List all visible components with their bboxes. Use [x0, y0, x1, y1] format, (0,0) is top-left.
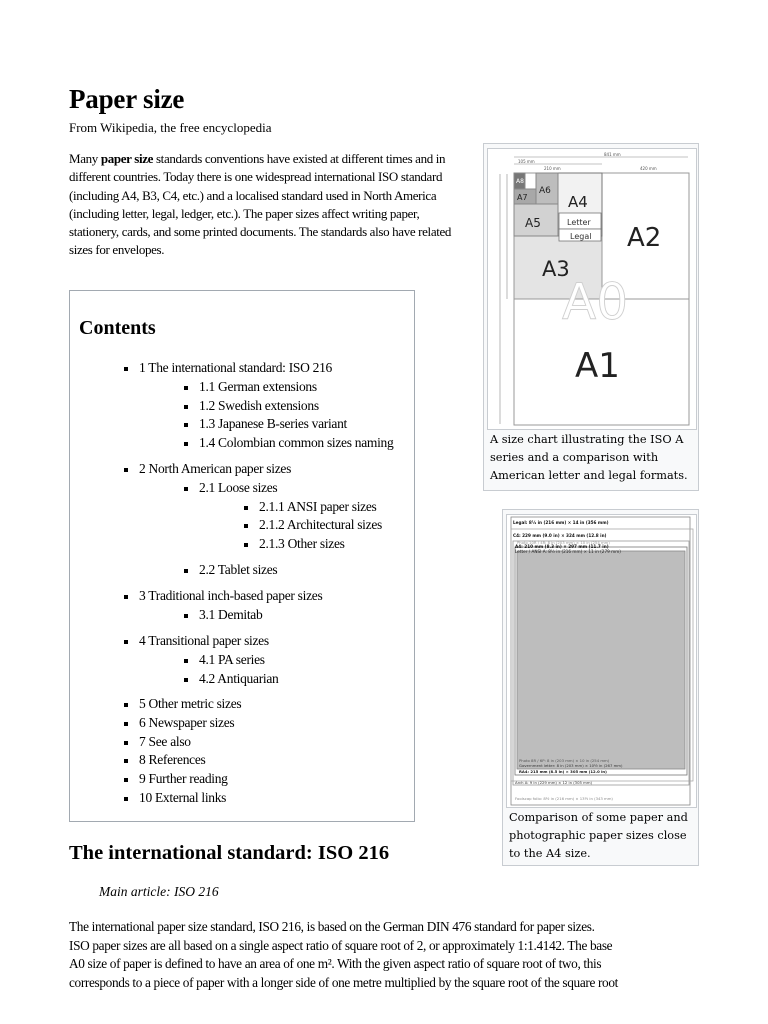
- paragraph-line: ISO paper sizes are all based on a single aspect ratio of square root of 2, or approximately 1:1.4142. The base: [69, 937, 613, 953]
- toc-item[interactable]: 2.1.1 ANSI paper sizes: [259, 499, 377, 514]
- intro-paragraph: [69, 150, 459, 260]
- section-heading: The international standard: ISO 216: [69, 842, 390, 864]
- paragraph-line: A0 size of paper is defined to have an area of one m². With the given aspect ratio of square root of two, this: [69, 956, 602, 971]
- toc-item[interactable]: 6 Newspaper sizes: [139, 715, 235, 730]
- size-label: Letter / ANSI A: 8½ in (216 mm) × 11 in (279 mm): [515, 549, 621, 554]
- toc-item[interactable]: 9 Further reading: [139, 771, 228, 786]
- section-body: [69, 918, 709, 992]
- figure-image-frame: [487, 148, 697, 430]
- intro-text-end: standards conventions have existed at different times and in different countries. Today there is one widespread international ISO standard (including A4, B3, C4, etc.) and a localised standard used in North America (including letter, legal, ledger, etc.). The paper sizes affect writing paper, stationery, cards, and some printed documents. The standards also have related sizes for envelopes.: [69, 151, 452, 258]
- figure-paper-comparison: [502, 509, 699, 866]
- toc-item[interactable]: 4.1 PA series: [199, 652, 265, 667]
- size-label: A4: 210 mm (8.3 in) × 297 mm (11.7 in): [515, 544, 609, 549]
- toc-item[interactable]: 10 External links: [139, 790, 227, 805]
- toc-item[interactable]: 1.4 Colombian common sizes naming: [199, 435, 394, 450]
- paper-comparison-chart[interactable]: [507, 515, 696, 807]
- toc-item[interactable]: 2.1 Loose sizes: [199, 480, 278, 495]
- toc-item[interactable]: 1 The international standard: ISO 216: [139, 360, 332, 375]
- figure-image-frame: [506, 514, 697, 808]
- letter-label: Letter: [567, 218, 591, 227]
- toc-item[interactable]: 2.2 Tablet sizes: [199, 562, 278, 577]
- size-label: Government letter: 8 in (203 mm) × 10½ in (267 mm): [519, 763, 623, 768]
- dim-label: 105 mm: [518, 159, 535, 164]
- size-label: Photo 10R / 4R: 8 in (203 mm) × 10 in (254 mm): [517, 540, 610, 545]
- figure-iso-a-sizes: [483, 143, 699, 491]
- toc-item[interactable]: 2.1.3 Other sizes: [259, 536, 345, 551]
- main-article-link[interactable]: ISO 216: [173, 884, 219, 899]
- a0-label: A0: [562, 273, 629, 331]
- intro-text-start: Many: [69, 151, 101, 166]
- a5-label: A5: [525, 216, 541, 230]
- dim-label: 210 mm: [544, 166, 561, 171]
- paragraph-line: The international paper size standard, ISO 216, is based on the German DIN 476 standard for paper sizes.: [69, 919, 595, 934]
- toc-heading: Contents: [79, 317, 156, 339]
- toc-item[interactable]: 2 North American paper sizes: [139, 461, 292, 476]
- toc-item[interactable]: 3.1 Demitab: [199, 607, 263, 622]
- paragraph-line: corresponds to a piece of paper with a longer side of one metre multiplied by the square root of the square root: [69, 974, 618, 990]
- section-paragraph: [69, 918, 709, 992]
- toc-item[interactable]: 1.3 Japanese B-series variant: [199, 416, 347, 431]
- main-article-prefix: Main article:: [99, 884, 174, 899]
- size-label: Arch A: 9 in (229 mm) × 12 in (305 mm): [515, 780, 593, 785]
- intro-bold-term: paper size: [100, 151, 154, 166]
- legal-label: Legal: [570, 232, 592, 241]
- a4-label: A4: [568, 193, 588, 211]
- main-article-note: [99, 884, 219, 900]
- toc-item[interactable]: 1.2 Swedish extensions: [199, 398, 319, 413]
- table-of-contents: [69, 290, 415, 822]
- toc-item[interactable]: 7 See also: [139, 734, 191, 749]
- toc-item[interactable]: 8 References: [139, 752, 206, 767]
- size-label: Foolscap folio: 8½ in (216 mm) × 13½ in (343 mm): [515, 796, 613, 801]
- toc-item[interactable]: 4 Transitional paper sizes: [139, 633, 269, 648]
- size-label: RA4: 215 mm (8.5 in) × 305 mm (12.0 in): [519, 769, 607, 774]
- dim-label: 420 mm: [640, 166, 657, 171]
- toc-item[interactable]: 4.2 Antiquarian: [199, 671, 279, 686]
- a8-label: A8: [516, 178, 524, 185]
- figure-caption: A size chart illustrating the ISO A series and a comparison with American letter and legal formats.: [490, 433, 688, 482]
- toc-item[interactable]: 5 Other metric sizes: [139, 696, 242, 711]
- photo-area: [517, 551, 685, 769]
- figure-caption: Comparison of some paper and photographic paper sizes close to the A4 size.: [509, 811, 688, 860]
- size-label: Photo 8R / 6P: 8 in (203 mm) × 10 in (254 mm): [519, 758, 610, 763]
- a3-label: A3: [542, 257, 570, 281]
- a7-label: A7: [517, 193, 528, 202]
- size-label: C4: 229 mm (9.0 in) × 324 mm (12.8 in): [513, 533, 607, 538]
- toc-item[interactable]: 2.1.2 Architectural sizes: [259, 517, 382, 532]
- page-title: Paper size: [69, 84, 185, 114]
- iso-a-size-chart[interactable]: [488, 149, 696, 429]
- page-subtitle: From Wikipedia, the free encyclopedia: [69, 120, 272, 135]
- dim-label: 841 mm: [604, 152, 621, 157]
- size-label: Legal: 8½ in (216 mm) × 14 in (356 mm): [513, 520, 609, 525]
- a1-label: A1: [575, 346, 620, 386]
- toc-item[interactable]: 3 Traditional inch-based paper sizes: [139, 588, 323, 603]
- toc-item[interactable]: 1.1 German extensions: [199, 379, 317, 394]
- a6-label: A6: [539, 186, 551, 196]
- a2-label: A2: [627, 223, 662, 253]
